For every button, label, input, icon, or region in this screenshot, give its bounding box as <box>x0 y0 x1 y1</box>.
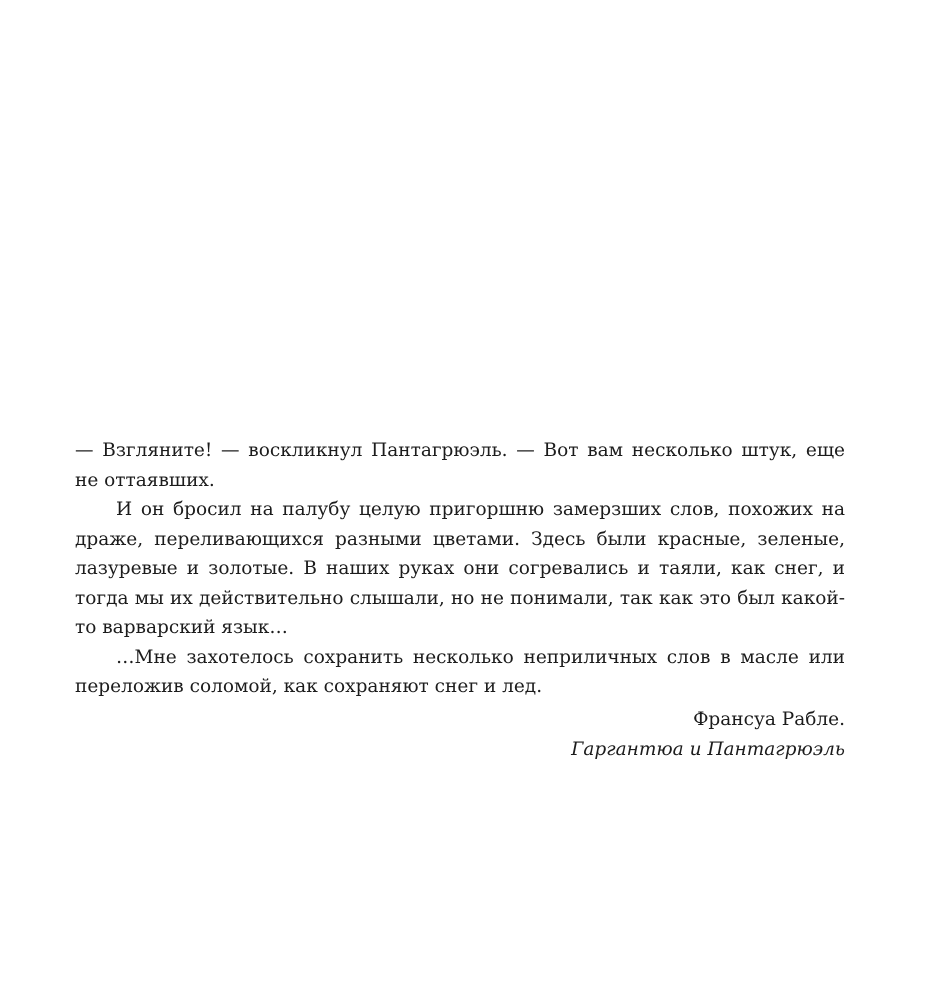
attribution-work-title: Гаргантюа и Пантагрюэль <box>571 738 845 760</box>
epigraph-paragraph-3: …Мне захотелось сохранить несколько неприличных слов в масле или переложив соломой, как сохраняют снег и лед. <box>75 646 845 697</box>
epigraph-paragraph-2: И он бросил на палубу целую пригоршню замерзших слов, похожих на драже, переливающихся разными цветами. Здесь были красные, зеленые, лазуревые и золотые. В наших руках они согревались и таяли, как снег, и тогда мы их действительно слышали, но не понимали, так как это был какой-то варварский язык… <box>75 499 845 638</box>
epigraph-block <box>75 436 845 702</box>
epigraph-paragraph-1: — Взгляните! — воскликнул Пантагрюэль. — Вот вам несколько штук, еще не оттаявших. <box>75 440 845 491</box>
attribution-author: Франсуа Рабле. <box>693 709 845 730</box>
epigraph-attribution <box>75 705 845 764</box>
